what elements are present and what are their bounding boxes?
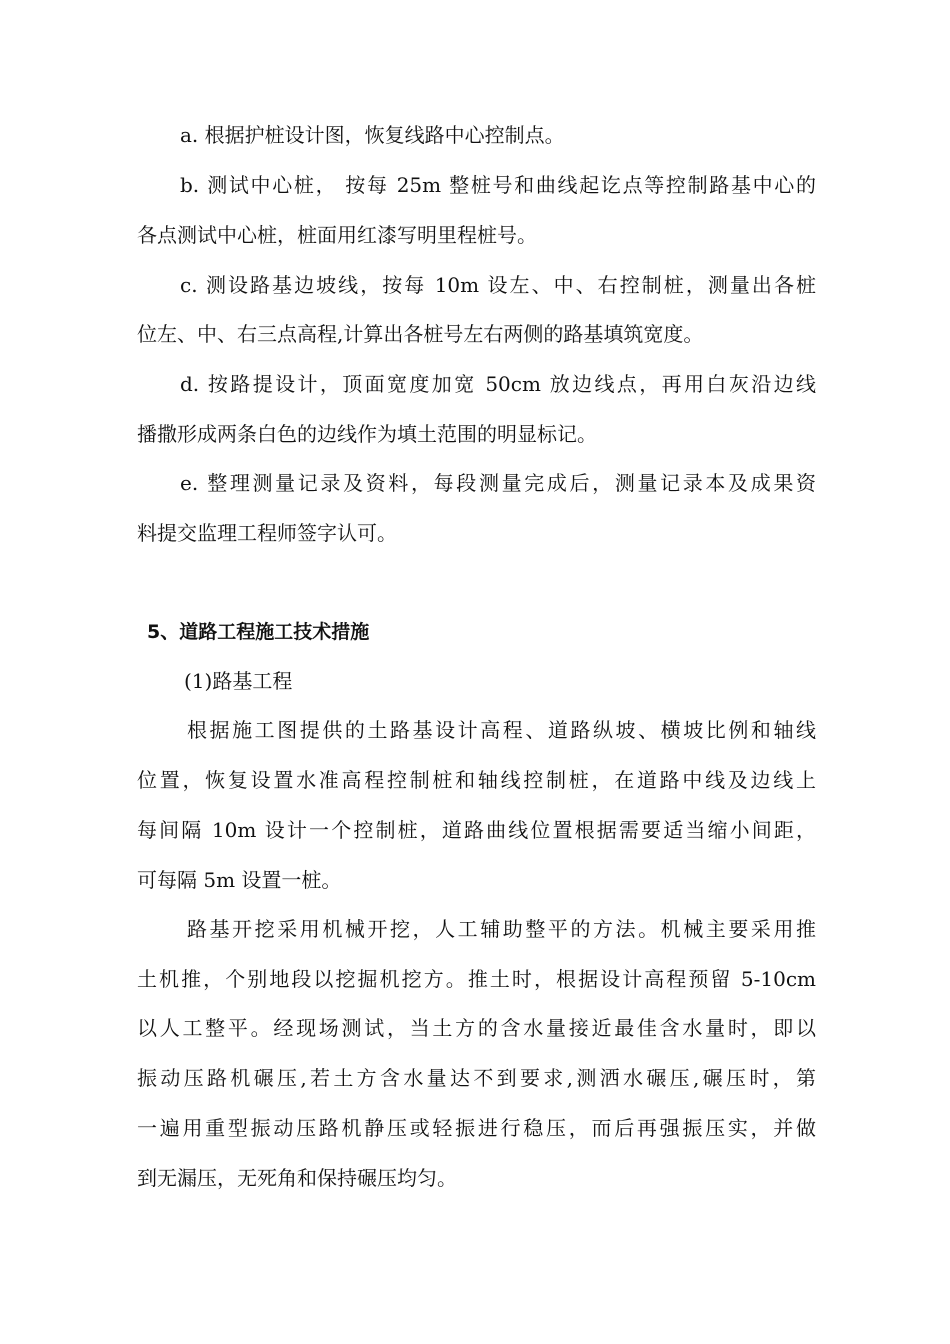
section-heading: 5、道路工程施工技术措施 (147, 621, 370, 643)
survey-item-d-line-1: d. 按路提设计，顶面宽度加宽 50cm 放边线点，再用白灰沿边线 (180, 372, 816, 396)
survey-item-b-line-2: 各点测试中心桩，桩面用红漆写明里程桩号。 (137, 223, 537, 247)
paragraph-2-line-3: 以人工整平。经现场测试，当土方的含水量接近最佳含水量时，即以 (137, 1016, 816, 1040)
paragraph-1-line-2: 位置，恢复设置水准高程控制桩和轴线控制桩，在道路中线及边线上 (137, 768, 816, 792)
survey-item-d-line-2: 播撒形成两条白色的边线作为填土范围的明显标记。 (137, 422, 597, 446)
survey-item-c-line-1: c. 测设路基边坡线，按每 10m 设左、中、右控制桩，测量出各桩 (180, 273, 816, 297)
survey-item-e-line-2: 料提交监理工程师签字认可。 (137, 521, 397, 545)
paragraph-2-line-5: 一遍用重型振动压路机静压或轻振进行稳压，而后再强振压实，并做 (137, 1116, 816, 1140)
paragraph-2-line-1: 路基开挖采用机械开挖，人工辅助整平的方法。机械主要采用推 (187, 917, 816, 941)
survey-item-b-line-1: b. 测试中心桩， 按每 25m 整桩号和曲线起讫点等控制路基中心的 (180, 173, 816, 197)
survey-item-e-line-1: e. 整理测量记录及资料，每段测量完成后，测量记录本及成果资 (180, 471, 816, 495)
paragraph-1-line-3: 每间隔 10m 设计一个控制桩，道路曲线位置根据需要适当缩小间距， (137, 818, 816, 842)
paragraph-2-line-6: 到无漏压，无死角和保持碾压均匀。 (137, 1166, 457, 1190)
survey-item-c-line-2: 位左、中、右三点高程,计算出各桩号左右两侧的路基填筑宽度。 (137, 322, 704, 346)
paragraph-1-line-4: 可每隔 5m 设置一桩。 (137, 868, 342, 892)
paragraph-2-line-4: 振动压路机碾压,若土方含水量达不到要求,测洒水碾压,碾压时，第 (137, 1066, 816, 1090)
paragraph-1-line-1: 根据施工图提供的土路基设计高程、道路纵坡、横坡比例和轴线 (187, 718, 816, 742)
subsection-heading: (1)路基工程 (184, 669, 293, 693)
survey-item-a-line-1: a. 根据护桩设计图，恢复线路中心控制点。 (180, 123, 565, 147)
paragraph-2-line-2: 土机推，个别地段以挖掘机挖方。推土时，根据设计高程预留 5-10cm (137, 967, 816, 991)
